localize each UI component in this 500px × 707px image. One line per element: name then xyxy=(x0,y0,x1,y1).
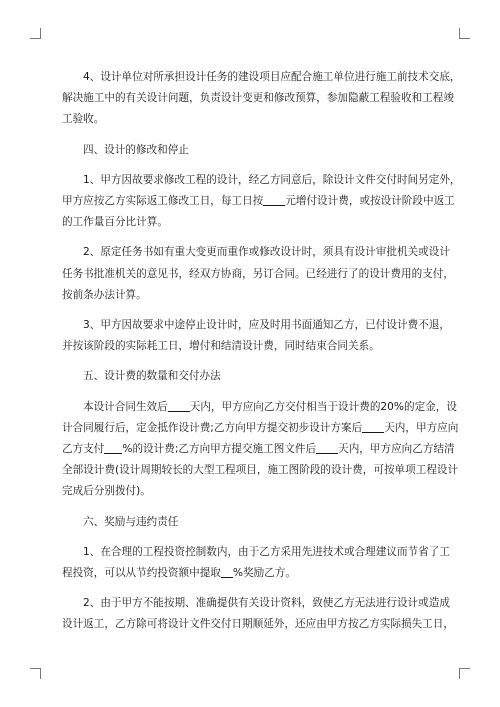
paragraph-delay-liability xyxy=(62,593,454,635)
text-line: 4、设计单位对所承担设计任务的建设项目应配合施工单位进行施工前技术交底， xyxy=(83,71,461,83)
text-line xyxy=(62,439,455,460)
text-line: 的工作量百分比计算。 xyxy=(62,216,168,229)
text-line: 工验收。 xyxy=(62,113,105,126)
fill-in-blank xyxy=(316,441,338,454)
paragraph-modification xyxy=(62,170,461,234)
paragraph-major-change xyxy=(62,242,454,306)
text-line xyxy=(62,191,455,212)
section-heading-5: 五、设计费的数量和交付办法 xyxy=(83,370,221,383)
crop-mark-bottom-left xyxy=(30,668,41,679)
fill-in-blank xyxy=(104,441,122,454)
text-line: 设计返工，乙方除可将设计文件交付日期顺延外，还应由甲方按乙方实际损失工日， xyxy=(62,618,454,631)
section-heading-4: 四、设计的修改和停止 xyxy=(83,143,189,156)
text-segment: %奖励乙方。 xyxy=(232,567,296,580)
paragraph-4-technical-briefing xyxy=(62,67,461,131)
section-heading-6: 六、奖励与违约责任 xyxy=(83,515,179,528)
text-segment: 天内，甲方应向 xyxy=(384,421,459,434)
crop-mark-bottom-right xyxy=(459,668,470,679)
text-segment: 天内，甲方应向乙方交付相当于设计费的20%的定金，设 xyxy=(189,400,457,413)
paragraph-design-fee xyxy=(62,397,459,503)
text-line: 1、在合理的工程投资控制数内，由于乙方采用先进技术或合理建议而节省了工 xyxy=(83,545,450,558)
text-line xyxy=(62,563,440,584)
text-line: 2、原定任务书如有重大变更而重作或修改设计时，须具有设计审批机关或设计 xyxy=(83,246,450,259)
crop-mark-top-right xyxy=(459,28,470,39)
text-line xyxy=(62,418,459,439)
text-line: 2、由于甲方不能按期、准确提供有关设计资料，致使乙方无法进行设计或造成 xyxy=(83,597,450,610)
text-line: 按前条办法计算。 xyxy=(62,288,147,301)
crop-mark-top-left xyxy=(30,28,41,39)
fill-in-blank xyxy=(168,399,190,412)
fill-in-blank xyxy=(362,420,384,433)
text-segment: 程投资，可以从节约投资额中提取 xyxy=(62,567,221,580)
text-segment: 元增付设计费，或按设计阶段中返工 xyxy=(285,195,455,208)
paragraph-stop-design xyxy=(62,315,450,357)
text-line: 完成后分别拨付)。 xyxy=(62,485,151,498)
text-line xyxy=(62,397,457,418)
text-line: 解决施工中的有关设计问题，负责设计变更和修改预算，参加隐蔽工程验收和工程竣 xyxy=(62,92,454,105)
text-segment: 计合同履行后，定金抵作设计费;乙方向甲方提交初步设计方案后 xyxy=(62,421,363,434)
text-segment: 本设计合同生效后 xyxy=(83,400,168,413)
fill-in-blank xyxy=(221,565,233,578)
text-line: 任务书批准机关的意见书，经双方协商，另订合同。已经进行了的设计费用的支付， xyxy=(62,267,454,280)
text-line: 1、甲方因故要求修改工程的设计，经乙方同意后，除设计文件交付时间另定外， xyxy=(83,173,461,186)
text-line: 3、甲方因故要求中途停止设计时，应及时用书面通知乙方，已付设计费不退， xyxy=(83,319,450,332)
text-segment: 天内，甲方应向乙方结清 xyxy=(338,443,455,456)
paragraph-reward xyxy=(62,542,450,584)
text-line: 全部设计费(设计周期较长的大型工程项目，施工图阶段的设计费，可按单项工程设计 xyxy=(62,464,459,477)
text-line: 并按该阶段的实际耗工日，增付和结清设计费，同时结束合同关系。 xyxy=(62,340,380,353)
text-segment: 乙方支付 xyxy=(62,443,105,456)
text-segment: 甲方应按乙方实际返工修改工日，每工日按 xyxy=(62,195,264,208)
text-segment: %的设计费;乙方向甲方提交施工图文件后 xyxy=(122,443,317,456)
fill-in-blank xyxy=(263,193,285,206)
document-body xyxy=(62,67,461,636)
